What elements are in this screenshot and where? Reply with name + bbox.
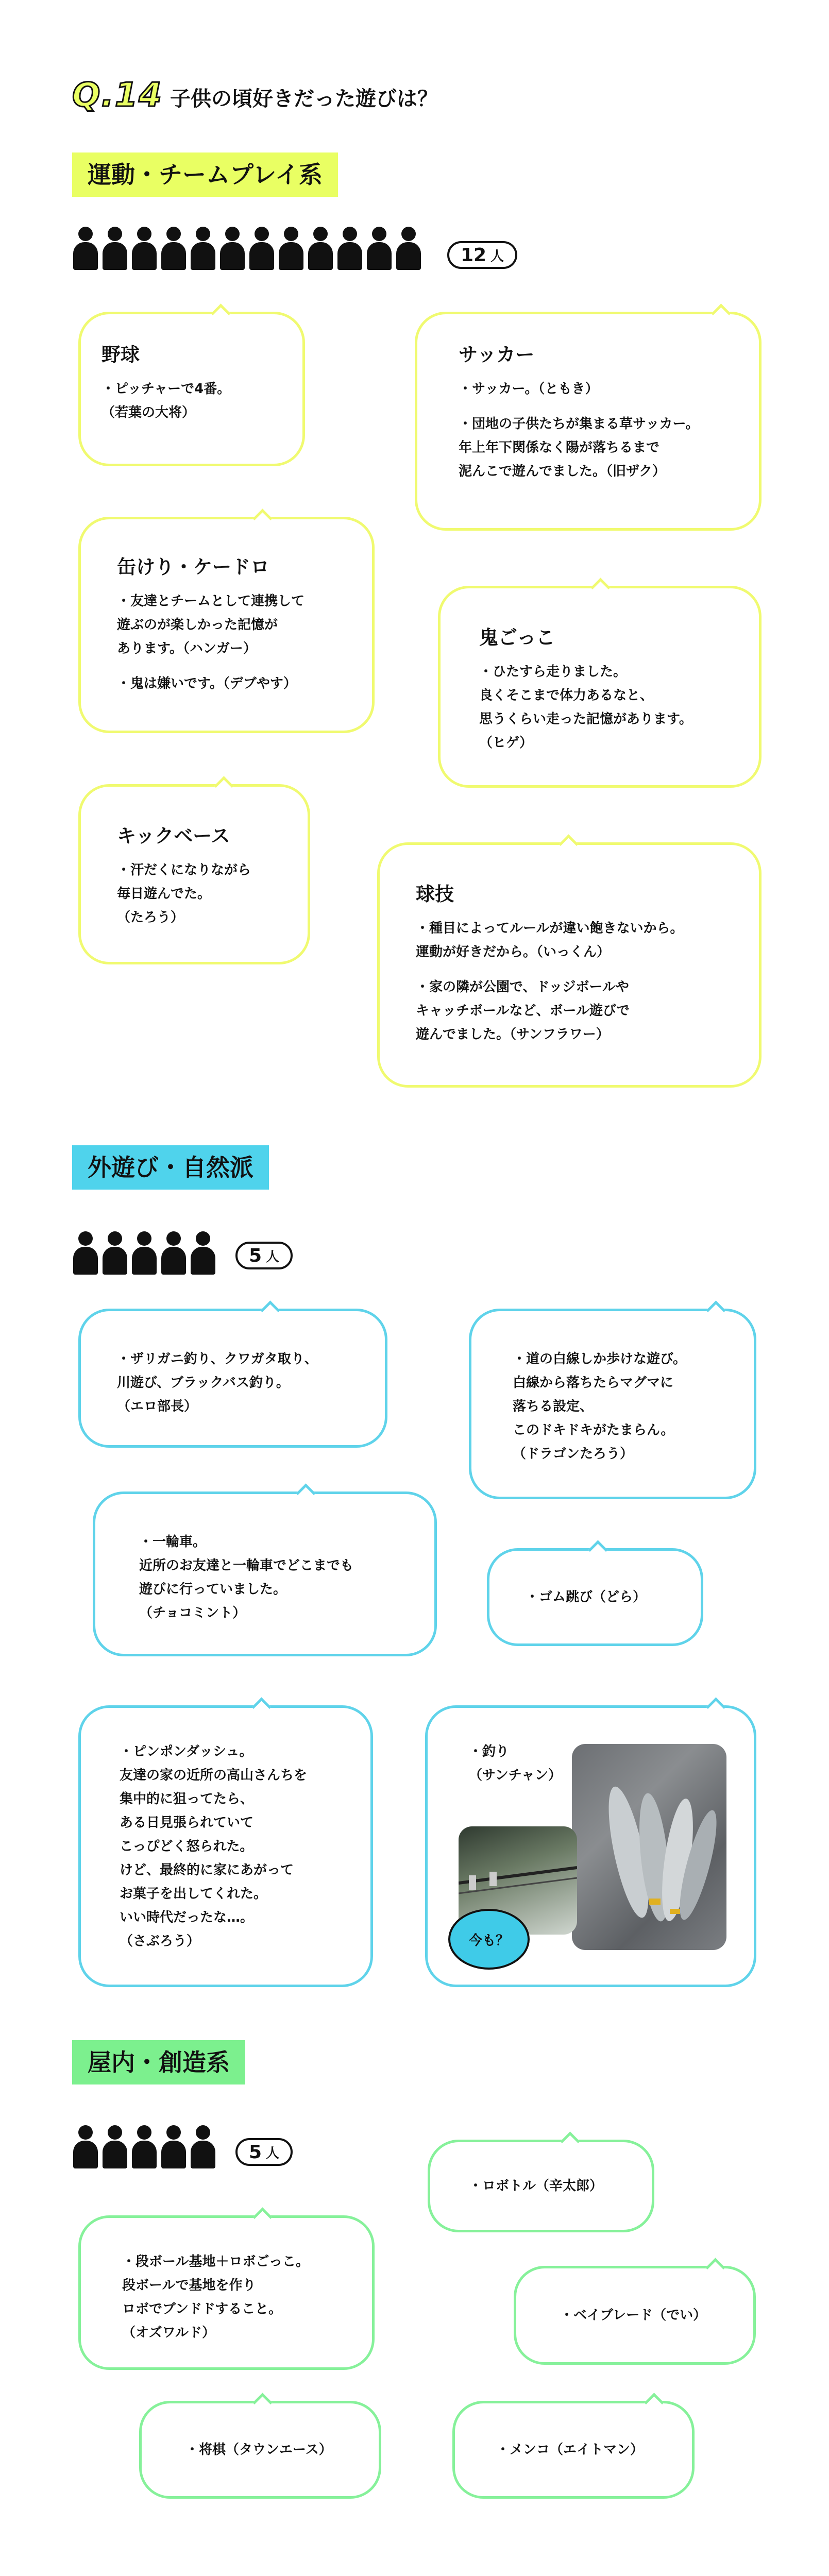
bubble-text: ・道の白線しか歩けな遊び。 白線から落ちたらマグマに 落ちる設定、 このドキドキがたまらん。 （ドラゴンたろう）	[513, 1351, 686, 1462]
person-icon	[160, 227, 186, 270]
person-icon	[160, 1231, 186, 1275]
bubble-shogi	[139, 2401, 381, 2499]
people-row-sports	[72, 227, 421, 270]
bubble-robotoru	[428, 2140, 654, 2232]
bubble-text: ・種目によってルールが違い飽きないから。 運動が好きだから。（いっくん）	[416, 921, 684, 960]
person-icon	[101, 227, 127, 270]
person-icon	[190, 2125, 215, 2168]
bubble-onigokko	[438, 586, 762, 788]
count-number: 5	[249, 2141, 262, 2163]
person-icon	[190, 1231, 215, 1275]
count-badge-sports	[447, 241, 517, 269]
count-unit: 人	[490, 248, 504, 264]
bubble-title: 缶けり・ケードロ	[117, 556, 269, 578]
person-icon	[219, 227, 245, 270]
count-number: 12	[461, 244, 487, 266]
category-indoor-label: 屋内・創造系	[72, 2040, 245, 2084]
bubble-text: ・ザリガニ釣り、クワガタ取り、 川遊び、ブラックバス釣り。 （エロ部長）	[117, 1351, 318, 1414]
bubble-soccer	[415, 312, 762, 531]
person-icon	[72, 1231, 98, 1275]
bubble-text: ・釣り （サンチャン）	[469, 1744, 562, 1783]
person-icon	[248, 227, 274, 270]
person-icon	[101, 1231, 127, 1275]
category-outdoor-label: 外遊び・自然派	[72, 1145, 269, 1190]
bubble-text: ・友達とチームとして連携して 遊ぶのが楽しかった記憶が あります。（ハンガー）	[117, 594, 305, 656]
people-row-indoor	[72, 2125, 215, 2168]
bubble-kickbase	[78, 784, 310, 964]
bubble-pinpon	[78, 1705, 373, 1987]
people-row-outdoor	[72, 1231, 215, 1275]
bubble-text: ・一輪車。 近所のお友達と一輪車でどこまでも 遊びに行っていました。 （チョコミント）	[139, 1534, 354, 1621]
person-icon	[395, 227, 421, 270]
bubble-fishing	[425, 1705, 756, 1987]
person-icon	[160, 2125, 186, 2168]
bubble-text: ・鬼は嫌いです。（デブやす）	[117, 676, 297, 691]
bubble-zarigani	[78, 1309, 387, 1448]
person-icon	[366, 227, 392, 270]
count-number: 5	[249, 1245, 262, 1266]
now-too-bubble: 今も？	[448, 1909, 530, 1970]
bubble-text: ・ロボトル（辛太郎）	[469, 2178, 603, 2194]
bubble-ballgames	[377, 842, 762, 1088]
bubble-title: サッカー	[459, 344, 535, 366]
bubble-title: キックベース	[117, 825, 230, 847]
bubble-text: ・ひたすら走りました。 良くそこまで体力あるなと、 思うくらい走った記憶があります。 （ヒゲ）	[479, 664, 692, 751]
count-badge-indoor	[235, 2138, 293, 2166]
bubble-beyblade	[514, 2266, 756, 2365]
bubble-menko	[452, 2401, 695, 2499]
bubble-text: ・家の隣が公園で、ドッジボールや キャッチボールなど、ボール遊びで 遊んでました。（サンフラワー）	[416, 979, 630, 1042]
bubble-kankeri	[78, 517, 375, 733]
bubble-baseball	[78, 312, 305, 466]
bubble-text: ・メンコ（エイトマン）	[496, 2442, 644, 2458]
bubble-text: ・汗だくになりながら 毎日遊んでた。 （たろう）	[117, 862, 251, 925]
bubble-text: ・ベイブレード（でい）	[560, 2308, 707, 2323]
bubble-title: 球技	[416, 883, 454, 905]
person-icon	[190, 227, 215, 270]
bubble-text: ・ピンポンダッシュ。 友達の家の近所の高山さんちを 集中的に狙ってたら、 ある日見張られていて こっぴどく怒られた。 けど、最終的に家にあがって お菓子を出してくれた。 いい時代だったな…。 （さぶろう）	[120, 1744, 308, 1949]
question-badge: Q.14	[72, 76, 163, 114]
bubble-unicycle	[93, 1492, 437, 1656]
bubble-text: ・ピッチャーで4番。 （若葉の大将）	[101, 381, 231, 420]
bubble-gomu	[487, 1548, 703, 1646]
person-icon	[131, 227, 157, 270]
bubble-text: ・段ボール基地＋ロボごっこ。 段ボールで基地を作り ロボでブンドドすること。 （オズワルド）	[122, 2254, 309, 2341]
person-icon	[131, 1231, 157, 1275]
bubble-title: 野球	[101, 344, 140, 366]
bubble-text: ・団地の子供たちが集まる草サッカー。 年上年下関係なく陽が落ちるまで 泥んこで遊んでました。（旧ザク）	[459, 416, 699, 479]
bubble-danboru	[78, 2215, 375, 2370]
person-icon	[336, 227, 362, 270]
bubble-shirosen	[469, 1309, 756, 1499]
question-text: 子供の頃好きだった遊びは？	[170, 87, 438, 111]
bubble-text: ・サッカー。（ともき）	[459, 381, 599, 397]
count-unit: 人	[266, 1249, 280, 1265]
bubble-title: 鬼ごっこ	[479, 626, 555, 649]
bubble-text: ・ゴム跳び（どら）	[526, 1589, 647, 1605]
fish-catch-photo	[572, 1744, 726, 1950]
person-icon	[307, 227, 333, 270]
person-icon	[101, 2125, 127, 2168]
category-sports-label: 運動・チームプレイ系	[72, 152, 338, 197]
person-icon	[72, 227, 98, 270]
count-badge-outdoor	[235, 1242, 293, 1269]
bubble-text: ・将棋（タウンエース）	[185, 2442, 332, 2458]
count-unit: 人	[266, 2145, 280, 2161]
person-icon	[131, 2125, 157, 2168]
person-icon	[72, 2125, 98, 2168]
person-icon	[278, 227, 303, 270]
